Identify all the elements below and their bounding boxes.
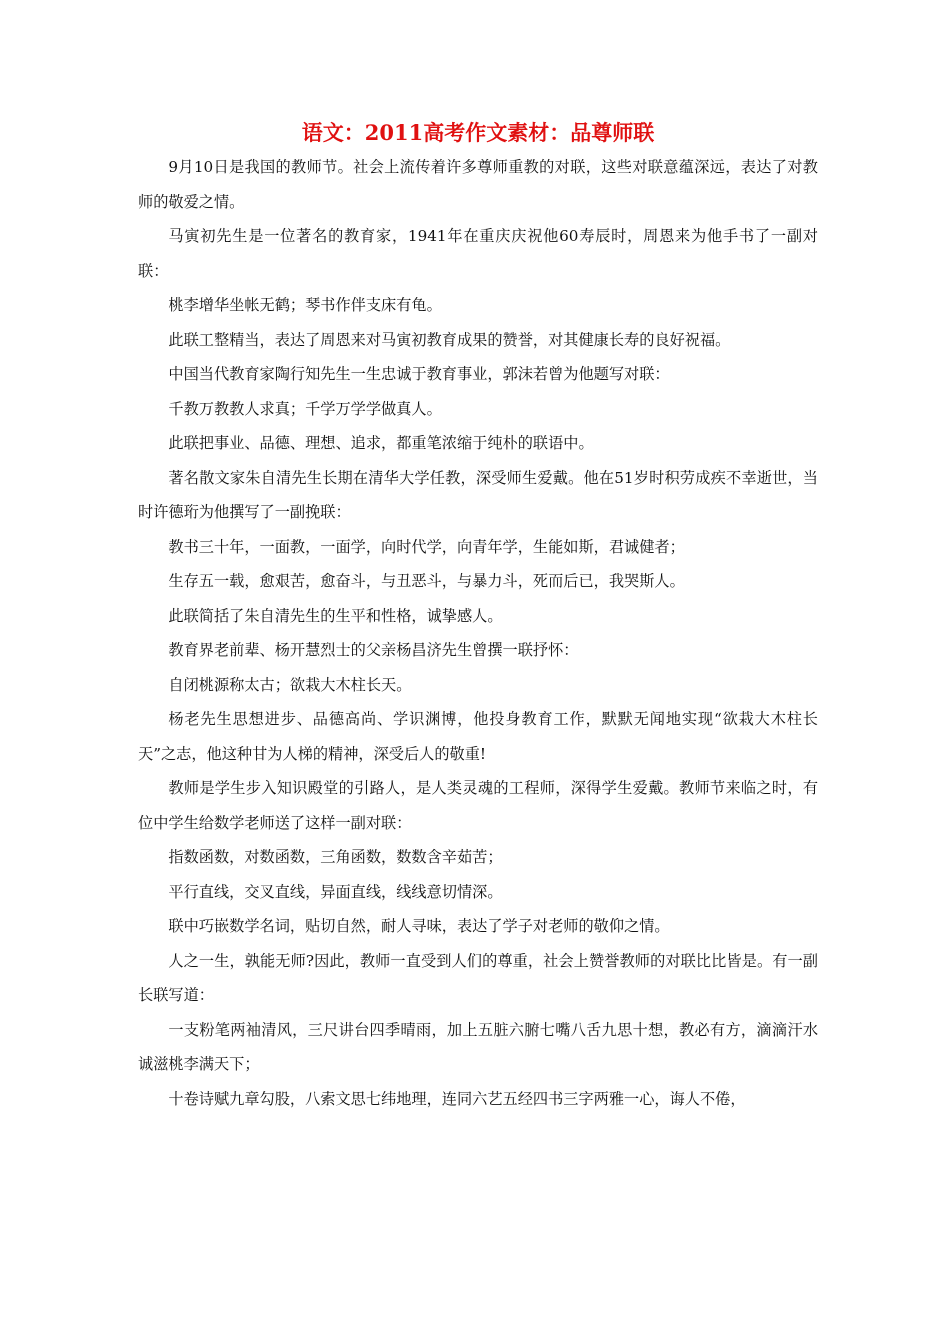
couplet-2: 千教万教教人求真；千学万学学做真人。 xyxy=(168,399,442,418)
paragraph-6: 著名散文家朱自清先生长期在清华大学任教，深受师生爱戴。他在51岁时积劳成疾不幸逝世，当时许德珩为他撰写了一副挽联： xyxy=(138,468,818,521)
paragraph-4: 中国当代教育家陶行知先生一生忠诚于教育事业，郭沫若曾为他题写对联： xyxy=(168,365,670,383)
paragraph-12: 人之一生，孰能无师?因此，教师一直受到人们的尊重，社会上赞誉教师的对联比比皆是。有一副长联写道： xyxy=(138,951,818,1004)
document-body xyxy=(138,150,818,1116)
paragraph-2: 马寅初先生是一位著名的教育家，1941年在重庆庆祝他60寿辰时，周恩来为他手书了一副对联： xyxy=(138,227,818,280)
couplet-4: 自闭桃源称太古；欲栽大木柱长天。 xyxy=(168,675,412,694)
paragraph-5: 此联把事业、品德、理想、追求，都重笔浓缩于纯朴的联语中。 xyxy=(168,434,594,452)
paragraph-9: 杨老先生思想进步、品德高尚、学识渊博，他投身教育工作，默默无闻地实现“欲栽大木柱长天”之志，他这种甘为人梯的精神，深受后人的敬重! xyxy=(138,710,818,763)
couplet-6-lower: 十卷诗赋九章勾股，八索文思七纬地理，连同六艺五经四书三字两雅一心，诲人不倦， xyxy=(168,1089,746,1108)
paragraph-7: 此联简括了朱自清先生的生平和性格，诚挚感人。 xyxy=(168,606,503,625)
couplet-1: 桃李增华坐帐无鹤；琴书作伴支床有龟。 xyxy=(168,296,442,314)
paragraph-10: 教师是学生步入知识殿堂的引路人，是人类灵魂的工程师，深得学生爱戴。教师节来临之时，有位中学生给数学老师送了这样一副对联： xyxy=(138,779,818,832)
couplet-3-upper: 教书三十年，一面教，一面学，向时代学，向青年学，生能如斯，君诚健者； xyxy=(168,537,685,556)
paragraph-3: 此联工整精当，表达了周恩来对马寅初教育成果的赞誉，对其健康长寿的良好祝福。 xyxy=(168,330,731,349)
paragraph-8: 教育界老前辈、杨开慧烈士的父亲杨昌济先生曾撰一联抒怀： xyxy=(168,641,579,659)
paragraph-1: 9月10日是我国的教师节。社会上流传着许多尊师重教的对联，这些对联意蕴深远，表达了对教师的敬爱之情。 xyxy=(138,158,818,211)
document-title: 语文：2011高考作文素材：品尊师联 xyxy=(301,120,655,145)
couplet-5-upper: 指数函数，对数函数，三角函数，数数含辛茹苦； xyxy=(168,848,503,866)
paragraph-11: 联中巧嵌数学名词，贴切自然，耐人寻味，表达了学子对老师的敬仰之情。 xyxy=(168,917,670,935)
couplet-6-upper: 一支粉笔两袖清风，三尺讲台四季晴雨，加上五脏六腑七嘴八舌九思十想，教必有方，滴滴汗水诚滋桃李满天下； xyxy=(138,1020,818,1073)
couplet-3-lower: 生存五一载，愈艰苦，愈奋斗，与丑恶斗，与暴力斗，死而后已，我哭斯人。 xyxy=(168,572,685,590)
couplet-5-lower: 平行直线，交叉直线，异面直线，线线意切情深。 xyxy=(168,882,503,901)
